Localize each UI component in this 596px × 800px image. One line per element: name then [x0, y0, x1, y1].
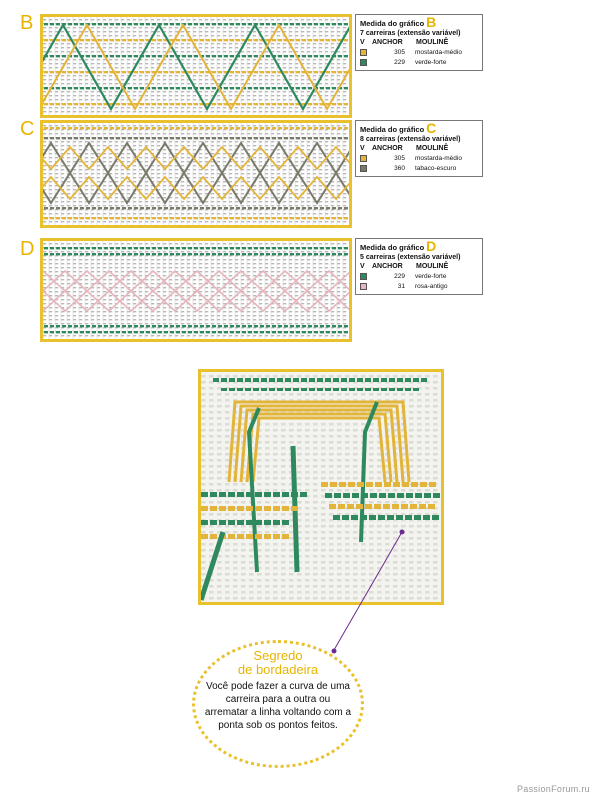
- legend-subtitle: 5 carreiras (extensão variável): [360, 254, 461, 261]
- anchor-number: 229: [394, 58, 405, 66]
- legend-header-v: V: [360, 145, 365, 152]
- chart-d: [40, 238, 352, 342]
- legend-title: Medida do gráfico: [360, 125, 425, 134]
- legend-subtitle: 8 carreiras (extensão variável): [360, 136, 461, 143]
- legend-header-anchor: ANCHOR: [372, 39, 403, 46]
- embroidery-illustration: [201, 372, 441, 602]
- legend-row: [360, 163, 478, 173]
- tip-title-line2: de bordadeira: [237, 662, 319, 677]
- legend-title: Medida do gráfico: [360, 19, 425, 28]
- legend-subtitle: 7 carreiras (extensão variável): [360, 30, 461, 37]
- color-swatch: [360, 59, 367, 66]
- legend-header: [360, 262, 478, 271]
- tip-title-line1: Segredo: [253, 648, 303, 663]
- legend-row: [360, 47, 478, 57]
- color-swatch: [360, 283, 367, 290]
- legend-row: [360, 153, 478, 163]
- color-name: mostarda-médio: [415, 48, 462, 56]
- legend-row: [360, 271, 478, 281]
- legend-header: [360, 144, 478, 153]
- legend-b: [355, 14, 483, 71]
- legend-header-mouline: MOULINÊ: [416, 263, 449, 270]
- anchor-number: 305: [394, 154, 405, 162]
- legend-title: Medida do gráfico: [360, 243, 425, 252]
- section-letter-d: D: [20, 238, 35, 260]
- color-swatch: [360, 155, 367, 162]
- legend-header-v: V: [360, 39, 365, 46]
- color-name: verde-forte: [415, 58, 447, 66]
- legend-header-anchor: ANCHOR: [372, 145, 403, 152]
- chart-c-grid: [43, 123, 349, 225]
- legend-c: [355, 120, 483, 177]
- legend-row: [360, 57, 478, 67]
- legend-letter: C: [426, 120, 437, 136]
- chart-c: [40, 120, 352, 228]
- legend-row: [360, 281, 478, 291]
- color-name: rosa-antigo: [415, 282, 448, 290]
- chart-b-grid: [43, 17, 349, 115]
- section-letter-c: C: [20, 118, 35, 140]
- tip-body: Você pode fazer a curva de uma carreira para a outra ou arrematar a linha voltando com a ponta sob os pontos feitos.: [204, 681, 352, 731]
- anchor-number: 305: [394, 48, 405, 56]
- color-swatch: [360, 165, 367, 172]
- legend-header: [360, 38, 478, 47]
- chart-b: [40, 14, 352, 118]
- tip-bubble: [192, 640, 364, 768]
- embroidery-photo: [198, 369, 444, 605]
- color-swatch: [360, 273, 367, 280]
- anchor-number: 360: [394, 164, 405, 172]
- color-name: verde-forte: [415, 272, 447, 280]
- color-name: mostarda-médio: [415, 154, 462, 162]
- legend-header-v: V: [360, 263, 365, 270]
- legend-letter: B: [426, 14, 437, 30]
- watermark: PassionForum.ru: [516, 784, 590, 794]
- legend-header-mouline: MOULINÊ: [416, 39, 449, 46]
- legend-header-anchor: ANCHOR: [372, 263, 403, 270]
- color-name: tabaco-escuro: [415, 164, 457, 172]
- section-letter-b: B: [20, 12, 34, 34]
- anchor-number: 31: [397, 282, 405, 290]
- legend-letter: D: [426, 238, 437, 254]
- legend-d: [355, 238, 483, 295]
- chart-d-grid: [43, 241, 349, 339]
- legend-header-mouline: MOULINÊ: [416, 145, 449, 152]
- anchor-number: 229: [394, 272, 405, 280]
- color-swatch: [360, 49, 367, 56]
